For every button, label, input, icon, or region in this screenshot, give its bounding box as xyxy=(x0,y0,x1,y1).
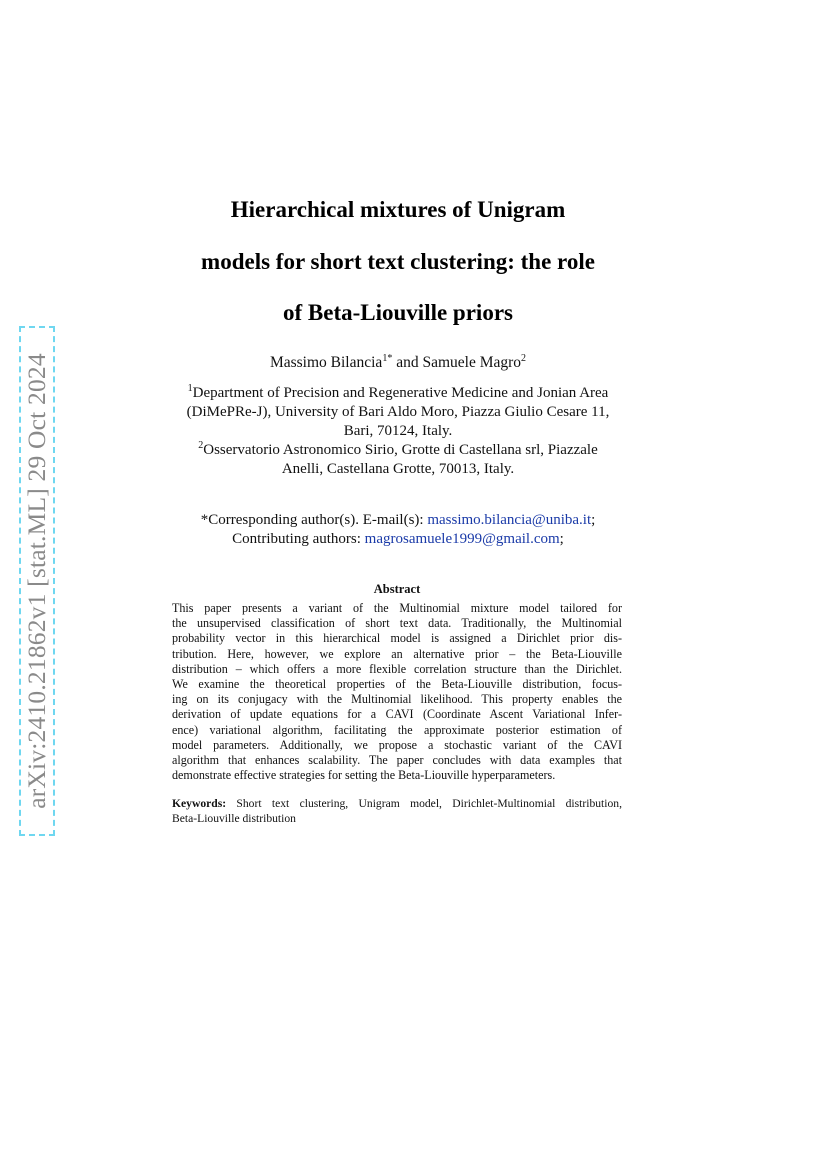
arxiv-identifier-stamp xyxy=(19,326,55,836)
abstract-body xyxy=(172,601,622,783)
affiliation-2-line-2: Anelli, Castellana Grotte, 70013, Italy. xyxy=(281,461,515,477)
corresponding-author-line xyxy=(130,512,666,529)
keywords-label: Keywords: xyxy=(172,797,227,810)
keywords-text: Short text clustering, Unigram model, Dirichlet-Multinomial distribution, xyxy=(226,797,622,810)
arxiv-identifier-text: arXiv:2410.21862v1 [stat.ML] 29 Oct 2024 xyxy=(22,353,51,809)
corresponding-email-link[interactable]: massimo.bilancia@uniba.it xyxy=(427,512,592,528)
abstract-line: algorithm that enhances scalability. The paper concludes with data examples that xyxy=(172,752,622,767)
corresponding-author-label: *Corresponding author(s). E-mail(s): xyxy=(200,512,428,528)
contributing-email-link[interactable]: magrosamuele1999@gmail.com xyxy=(364,531,560,547)
author-affiliation-mark: 2 xyxy=(521,353,527,364)
author-affiliation-mark: 1* xyxy=(382,353,393,364)
affiliation-text: Department of Precision and Regenerative Medicine and Jonian Area xyxy=(192,385,609,401)
abstract-line: This paper presents a variant of the Multinomial mixture model tailored for xyxy=(172,601,622,615)
affiliation-1-line-1 xyxy=(140,385,656,402)
affiliation-2-line-1 xyxy=(140,442,656,459)
author-conjunction: and xyxy=(392,354,423,371)
punctuation: ; xyxy=(559,531,564,547)
abstract-line: ence) variational algorithm, facilitating the approximate posterior estimation of xyxy=(172,722,622,737)
abstract-line: model parameters. Additionally, we propose a stochastic variant of the CAVI xyxy=(172,737,622,752)
affiliation-mark: 2 xyxy=(198,440,204,451)
abstract-line: the unsupervised classification of short text data. Traditionally, the Multinomial xyxy=(172,616,622,631)
author-list xyxy=(130,354,666,372)
paper-title-line-1: Hierarchical mixtures of Unigram xyxy=(230,197,566,222)
abstract-line: We examine the theoretical properties of the Beta-Liouville distribution, focus- xyxy=(172,676,622,691)
abstract-line: tribution. Here, however, we explore an alternative prior – the Beta-Liouville xyxy=(172,646,622,661)
abstract-line: ing on its conjugacy with the Multinomial likelihood. This property enables the xyxy=(172,692,622,707)
affiliation-1-line-3: Bari, 70124, Italy. xyxy=(343,423,453,439)
abstract-line: derivation of update equations for a CAVI (Coordinate Ascent Variational Infer- xyxy=(172,707,622,722)
abstract-line: distribution – which offers a more flexible correlation structure than the Dirichlet. xyxy=(172,661,622,676)
contributing-authors-label: Contributing authors: xyxy=(232,531,365,547)
abstract-line: demonstrate effective strategies for setting the Beta-Liouville hyperparameters. xyxy=(172,768,556,783)
contributing-authors-line xyxy=(130,531,666,548)
author-name: Samuele Magro xyxy=(422,354,522,371)
punctuation: ; xyxy=(591,512,596,528)
affiliation-1-line-2: (DiMePRe-J), University of Bari Aldo Moro, Piazza Giulio Cesare 11, xyxy=(186,404,610,420)
keywords-line-2: Beta-Liouville distribution xyxy=(172,811,296,825)
paper-title-line-3: of Beta-Liouville priors xyxy=(283,300,513,325)
keywords-line-1 xyxy=(172,797,622,812)
author-name: Massimo Bilancia xyxy=(269,354,383,371)
affiliation-mark: 1 xyxy=(187,383,193,394)
abstract-heading: Abstract xyxy=(373,582,421,596)
paper-title-line-2: models for short text clustering: the role xyxy=(201,249,595,274)
abstract-line: probability vector in this hierarchical model is assigned a Dirichlet prior dis- xyxy=(172,631,622,646)
affiliation-text: Osservatorio Astronomico Sirio, Grotte di Castellana srl, Piazzale xyxy=(203,442,598,458)
keywords-block xyxy=(172,797,622,826)
